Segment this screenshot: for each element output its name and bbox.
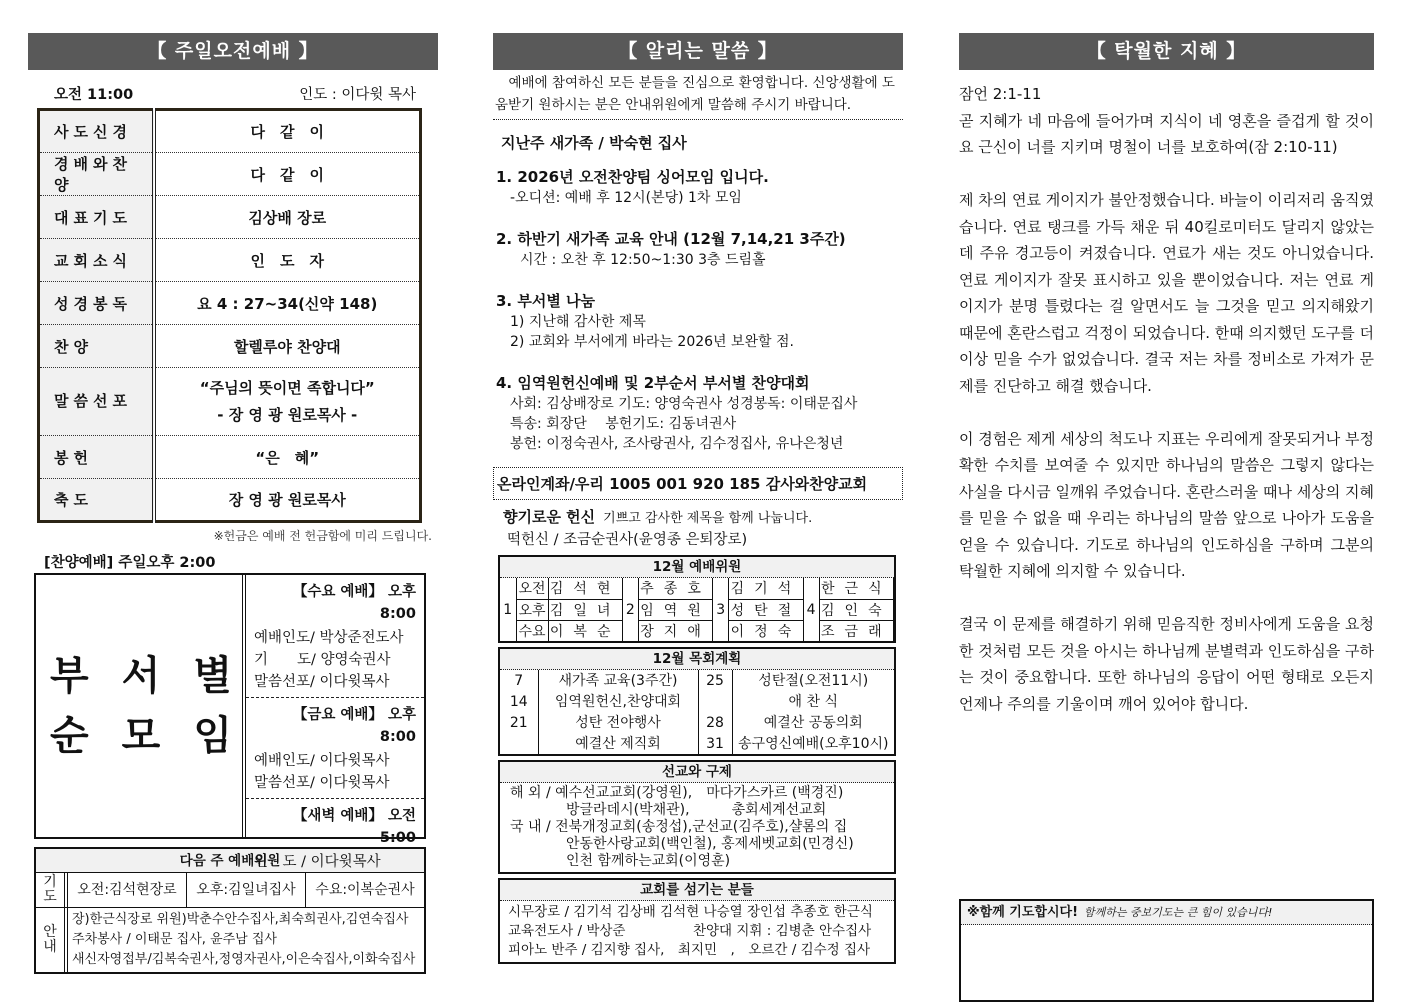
- announcement-head: 1. 2026년 오전찬양팀 싱어모임 입니다.: [496, 168, 769, 186]
- prayer-label: 기도: [36, 873, 68, 907]
- mission-line: 방글라데시(박채관), 총회세계선교회: [510, 802, 827, 818]
- week-number: 1: [503, 601, 513, 618]
- department-meeting-title: [36, 575, 246, 837]
- order-value: 다 같 이: [154, 153, 421, 196]
- plan-date: 7: [500, 670, 538, 691]
- plan-event: 성탄절(오전11시): [758, 672, 869, 689]
- plan-row: [500, 712, 894, 733]
- servant-line: 시무장로 / 김기석 김상배 김석현 나승열 장인섭 추종호 한근식: [508, 904, 873, 920]
- service-header: [28, 70, 438, 108]
- plan-event: 애 찬 식: [788, 693, 838, 710]
- member-name: 한근식: [819, 578, 893, 599]
- announcement-item: [493, 228, 903, 270]
- devotional-paragraph: 결국 이 문제를 해결하기 위해 믿음직한 정비사에게 도움을 요청한 것처럼 모든 것을 아시는 하나님께 분별력과 인도하심을 구하는 것이 중요합니다. 또한 하나님의 응답이 어떤 형태로 오든지 언제나 주의를 기울이며 깨어 있어야 합니다.: [959, 615, 1374, 713]
- mission-title: 선교와 구제: [500, 762, 894, 783]
- service-leader: 인도 : 이다윗 목사: [299, 87, 416, 103]
- title-char: 별: [193, 653, 232, 699]
- plan-date: 25: [698, 670, 732, 691]
- prayer-header: [961, 901, 1372, 925]
- member-name: 성탄절: [729, 599, 803, 620]
- announcement-head: 3. 부서별 나눔: [496, 292, 596, 310]
- plan-row: [500, 670, 894, 691]
- service-title: 【새벽 예배】 오전 5:00: [292, 808, 416, 846]
- welcome-text: 예배에 참여하신 모든 분들을 진심으로 환영합니다. 신앙생활에 도움받기 원하시는 분은 안내위원에게 말씀해 주시기 바랍니다.: [493, 70, 903, 120]
- weekday-services: [246, 575, 424, 870]
- order-label: 찬양: [39, 325, 154, 368]
- scripture-text: 곧 지혜가 네 마음에 들어가며 지식이 네 영혼을 즐겁게 할 것이요 근신이 너를 지키며 명철이 너를 보호하여(잠 2:10-11): [959, 111, 1374, 156]
- plan-event: 성탄 전야행사: [538, 712, 698, 733]
- service-line: 인 도 / 이다윗목사: [254, 854, 381, 870]
- member-name: 김기석: [729, 578, 803, 599]
- order-value: 다 같 이: [154, 110, 421, 153]
- service-title: 【금요 예배】 오후 8:00: [292, 707, 416, 745]
- order-row: [39, 282, 421, 325]
- prayer-morning: 오전:김석현장로: [68, 873, 187, 907]
- devotional-paragraph: 제 차의 연료 게이지가 불안정했습니다. 바늘이 이리저리 움직였습니다. 연료 탱크를 가득 채운 뒤 40킬로미터도 달리지 않았는데 주유 경고등이 켜졌습니다. 연료가 새는 것도 아니었습니다. 연료 게이지가 잘못 표시하고 있을 뿐이었습니다. 저는 연료 게이지가 분명 틀렸다는 걸 알면서도 늘 그것을 믿고 의지해왔기 때문에 혼란스럽고 걱정이 되었습니다. 한때 의지했던 도구를 더 이상 믿을 수가 없었습니다. 결국 저는 차를 정비소로 가져가 문제를 진단하고 해결 했습니다.: [959, 191, 1374, 395]
- scripture-reference: 잠언 2:1-11: [959, 85, 1042, 103]
- slot-label: 오후: [516, 599, 548, 620]
- friday-service: [246, 698, 424, 799]
- december-worship-committee: [498, 555, 896, 643]
- plan-event: 예결산 제직회: [538, 733, 698, 754]
- offering-note: ※헌금은 예배 전 헌금함에 미리 드립니다.: [213, 529, 432, 543]
- order-value: “은 혜”: [154, 436, 421, 479]
- order-row: [39, 196, 421, 239]
- member-name: 이정숙: [729, 620, 803, 641]
- december-pastoral-plan: [498, 647, 896, 756]
- order-label: 대표기도: [39, 196, 154, 239]
- prayer-wednesday: 수요:이복순권사: [315, 882, 415, 898]
- sermon-preacher: - 장 영 광 원로목사 -: [217, 405, 358, 424]
- announcement-sub: 봉헌: 이정숙권사, 조사랑권사, 김수정집사, 유나은청년: [510, 436, 844, 452]
- servants-title: 교회를 섬기는 분들: [500, 880, 894, 901]
- plan-event: 예결산 공동의회: [763, 714, 863, 731]
- servant-line: 교육전도사 / 박상준 찬양대 지휘 : 김병춘 안수집사: [508, 923, 872, 939]
- order-value: 할렐루야 찬양대: [154, 325, 421, 368]
- mission-line: 해 외 / 예수선교교회(강영원), 마다가스카르 (백경진): [510, 785, 844, 801]
- service-line: 말씀선포/ 이다윗목사: [254, 775, 390, 791]
- fragrant-offering-title: 향기로운 헌신: [503, 508, 596, 526]
- plan-date: 31: [698, 733, 732, 754]
- sermon-title: “주님의 뜻이면 족합니다”: [199, 378, 375, 397]
- plan-date: 21: [500, 712, 538, 733]
- order-label: 사도신경: [39, 110, 154, 153]
- announcement-sub: 특송: 회장단 봉헌기도: 김동녀권사: [510, 416, 737, 432]
- member-name: 장지애: [638, 620, 712, 641]
- announcement-sub: -오디션: 예배 후 12시(본당) 1차 모임: [510, 190, 742, 206]
- title-char: 모: [121, 713, 161, 759]
- service-line: 기 도/ 양영숙권사: [254, 652, 391, 668]
- plan-date: [698, 691, 732, 712]
- announcement-sub: 1) 지난해 감사한 제목: [510, 314, 646, 330]
- member-name: 추종호: [638, 578, 712, 599]
- announcement-item: [493, 290, 903, 352]
- wednesday-service: [246, 575, 424, 698]
- member-name: 이복순: [548, 620, 622, 641]
- member-name: 김일녀: [548, 599, 622, 620]
- announcement-head: 4. 임역원헌신예배 및 2부순서 부서별 찬양대회: [496, 374, 810, 392]
- fragrant-offering-text: 기쁘고 감사한 제목을 함께 나눕니다.: [603, 511, 813, 526]
- service-time: 오전 11:00: [54, 87, 134, 103]
- title-char: 임: [193, 713, 232, 759]
- servant-line: 피아노 반주 / 김지향 집사, 최지민 , 오르간 / 김수정 집사: [508, 942, 871, 958]
- committee-title: 12월 예배위원: [500, 557, 894, 578]
- fragrant-offering: [493, 500, 903, 527]
- order-value: [154, 368, 421, 436]
- member-name: 김인숙: [819, 599, 893, 620]
- worship-order-column: [28, 33, 438, 974]
- order-row: [39, 153, 421, 196]
- scripture: [959, 70, 1374, 161]
- order-row: [39, 325, 421, 368]
- section-banner: 【 주일오전예배 】: [28, 33, 438, 70]
- member-name: 조금래: [819, 620, 893, 641]
- rice-cake-offering: 떡헌신 / 조금순권사(윤영종 은퇴장로): [507, 532, 748, 548]
- guide-label: 안내: [36, 908, 68, 972]
- announcement-sub: 시간 : 오찬 후 12:50~1:30 3층 드림홀: [520, 252, 766, 268]
- mission-line: 국 내 / 전북개정교회(송정섭),군선교(김주호),샬롬의 집: [510, 819, 848, 835]
- member-name: 김석현: [548, 578, 622, 599]
- plan-date: 28: [698, 712, 732, 733]
- devotional-paragraph: 이 경험은 제게 세상의 척도나 지표는 우리에게 잘못되거나 부정확한 수치를 보여줄 수 있지만 하나님의 말씀은 그렇지 않다는 사실을 다시금 일깨워 주었습니다. 혼란스러울 때나 세상의 지혜를 믿을 수 없을 때 우리는 하나님의 말씀 앞으로 나아가 도움을 얻을 수 있습니다. 기도로 하나님의 인도하심을 구하며 그분의 탁월한 지혜에 의지할 수 있습니다.: [959, 429, 1374, 580]
- order-row: [39, 479, 421, 522]
- order-row: [39, 239, 421, 282]
- last-week-newcomer: 지난주 새가족 / 박숙현 집사: [501, 134, 687, 152]
- order-label: 성경봉독: [39, 282, 154, 325]
- devotional-column: [959, 33, 1374, 920]
- plan-event: 새가족 교육(3주간): [538, 670, 698, 691]
- order-label: 축도: [39, 479, 154, 522]
- announcement-item: [493, 166, 903, 208]
- announcement-sub: 2) 교회와 부서에게 바라는 2026년 보완할 점.: [510, 334, 795, 350]
- order-label: 교회소식: [39, 239, 154, 282]
- plan-event: 임역원헌신,찬양대회: [538, 691, 698, 712]
- member-name: 임역원: [638, 599, 712, 620]
- plan-row: [500, 691, 894, 712]
- prayer-title: ※함께 기도합시다!: [967, 905, 1078, 920]
- plan-event: 송구영신예배(오후10시): [738, 735, 889, 752]
- plan-date: 14: [500, 691, 538, 712]
- title-char: 순: [50, 713, 89, 759]
- announcements-column: [493, 33, 903, 968]
- order-value: 요 4 : 27~34(신약 148): [154, 282, 421, 325]
- church-servants: [498, 878, 896, 964]
- order-value: 인 도 자: [154, 239, 421, 282]
- order-label: 말씀선포: [39, 368, 154, 436]
- announcement-head: 2. 하반기 새가족 교육 안내 (12월 7,14,21 3주간): [496, 230, 846, 248]
- choir-service-time: [찬양예배] 주일오후 2:00: [44, 555, 216, 571]
- guide-row: [36, 908, 424, 972]
- slot-label: 수요: [516, 620, 548, 641]
- mission-and-relief: [498, 760, 896, 874]
- service-line: 예배인도/ 이다윗목사: [254, 753, 390, 769]
- prayer-request-box: [959, 899, 1374, 1002]
- guide-line: 새신자영접부/김복숙권사,정영자권사,이은숙집사,이화숙집사: [72, 952, 416, 967]
- order-label: 봉헌: [39, 436, 154, 479]
- section-banner: 【 알리는 말씀 】: [493, 33, 903, 70]
- prayer-subtitle: 함께하는 중보기도는 큰 힘이 있습니다!: [1084, 906, 1273, 919]
- announcement-sub: 사회: 김상배장로 기도: 양영숙권사 성경봉독: 이태문집사: [510, 396, 858, 412]
- order-value: 장 영 광 원로목사: [228, 491, 346, 509]
- section-banner: 【 탁월한 지혜 】: [959, 33, 1374, 70]
- plan-row: [500, 733, 894, 754]
- plan-title: 12월 목회계획: [500, 649, 894, 670]
- service-line: 말씀선포/ 이다윗목사: [254, 674, 390, 690]
- mission-line: 안동한사랑교회(백인철), 홍제세벳교회(민경신): [510, 836, 854, 852]
- online-account: 온라인계좌/우리 1005 001 920 185 감사와찬양교회: [493, 467, 903, 500]
- title-char: 서: [121, 653, 161, 699]
- order-row: [39, 368, 421, 436]
- guide-line: 장)한근식장로 위원)박춘수안수집사,최숙희권사,김연숙집사: [72, 912, 409, 927]
- committee-table: [500, 578, 894, 641]
- prayer-afternoon: 오후:김일녀집사: [187, 873, 306, 907]
- slot-label: 오전: [516, 578, 548, 599]
- service-title: 【수요 예배】 오후 8:00: [292, 584, 416, 622]
- order-row: [39, 110, 421, 153]
- week-number: 4: [806, 601, 816, 618]
- plan-table: [500, 670, 894, 754]
- order-value: 김상배 장로: [154, 196, 421, 239]
- announcement-item: [493, 372, 903, 454]
- order-row: [39, 436, 421, 479]
- next-week-title: 다음 주 예배위원: [36, 849, 424, 873]
- worship-order-table: [37, 108, 422, 523]
- plan-date: [500, 733, 538, 754]
- order-label: 경배와찬양: [39, 153, 154, 196]
- service-line: 예배인도/ 박상준전도사: [254, 630, 404, 646]
- prayer-row: [36, 873, 424, 908]
- title-char: 부: [50, 653, 89, 699]
- mission-line: 인천 함께하는교회(이영훈): [510, 853, 731, 869]
- week-number: 2: [625, 601, 635, 618]
- week-number: 3: [716, 601, 726, 618]
- guide-line: 주차봉사 / 이태문 집사, 윤주남 집사: [72, 932, 277, 947]
